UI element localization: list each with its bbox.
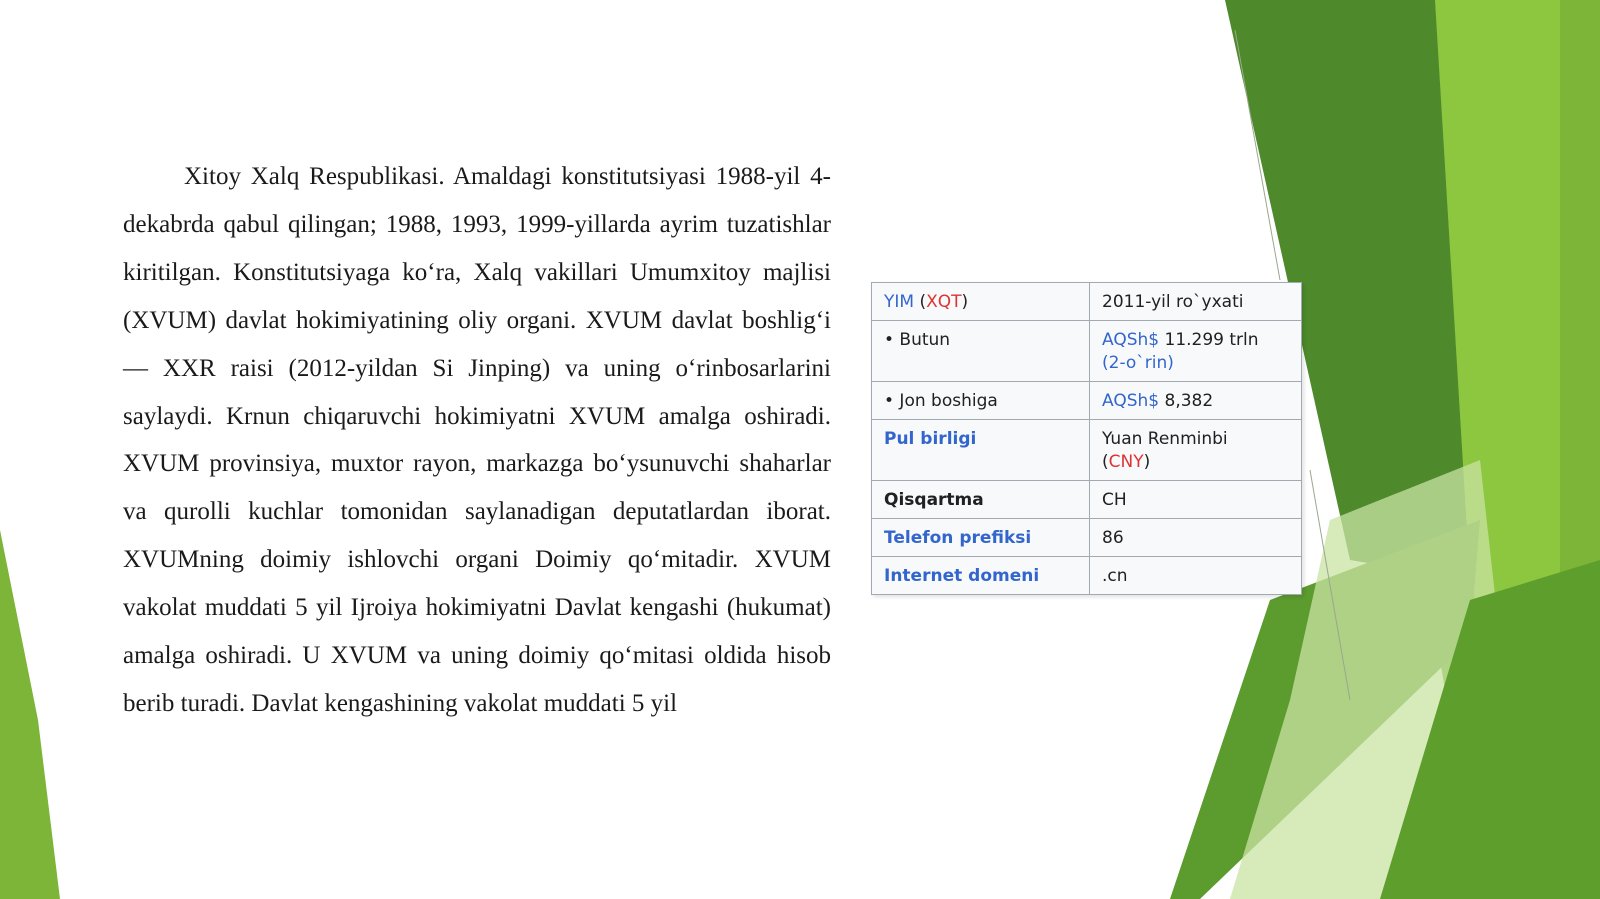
gdp-link[interactable]: YIM bbox=[884, 292, 915, 312]
infobox-row-phone bbox=[872, 519, 1302, 557]
gdp-value: 2011-yil ro`yxati bbox=[1090, 283, 1302, 321]
body-paragraph: Xitoy Xalq Respublikasi. Amaldagi konstitutsiyasi 1988-yil 4-dekabrda qabul qilingan; 1988, 1993, 1999-yillarda ayrim tuzatishlar kiritilgan. Konstitutsiyaga ko‘ra, Xalq vakillari Umumxitoy majlisi (XVUM) davlat hokimiyatining oliy organi. XVUM davlat boshlig‘i — XXR raisi (2012-yildan Si Jinping) va uning o‘rinbosarlarini saylaydi. Krnun chiqaruvchi hokimiyatni XVUM amalga oshiradi. XVUM provinsiya, muxtor rayon, markazga bo‘ysunuvchi shaharlar va qurolli kuchlar tomonidan saylanadigan deputatlardan iborat. XVUMning doimiy ishlovchi organi Doimiy qo‘mitadir. XVUM vakolat muddati 5 yil Ijroiya hokimiyatni Davlat kengashi (hukumat) amalga oshiradi. U XVUM va uning doimiy qo‘mitasi oldida hisob berib turadi. Davlat kengashining vakolat muddati 5 yil bbox=[123, 163, 831, 717]
currency-label-link[interactable]: Pul birligi bbox=[872, 420, 1090, 481]
currency-name: Yuan Renminbi bbox=[1102, 429, 1228, 449]
abbr-label: Qisqartma bbox=[872, 481, 1090, 519]
infobox-row-domain bbox=[872, 557, 1302, 595]
infobox-row-abbr bbox=[872, 481, 1302, 519]
per-capita-amount: 8,382 bbox=[1159, 391, 1214, 411]
gdp-abbr-link[interactable]: XQT bbox=[926, 292, 962, 312]
phone-label-link[interactable]: Telefon prefiksi bbox=[872, 519, 1090, 557]
phone-value: 86 bbox=[1090, 519, 1302, 557]
per-capita-currency-link[interactable]: AQSh$ bbox=[1102, 391, 1160, 411]
country-infobox bbox=[871, 282, 1302, 595]
abbr-value: CH bbox=[1090, 481, 1302, 519]
total-currency-link[interactable]: AQSh$ bbox=[1102, 330, 1160, 350]
infobox-row-currency: Pul birligi Yuan Renminbi (CNY) bbox=[872, 420, 1302, 481]
infobox-row-per-capita bbox=[872, 382, 1302, 420]
per-capita-label: • Jon boshiga bbox=[872, 382, 1090, 420]
total-rank-link[interactable]: (2-o`rin) bbox=[1102, 353, 1174, 373]
total-label: • Butun bbox=[872, 321, 1090, 382]
currency-code-link[interactable]: CNY bbox=[1108, 452, 1144, 472]
green-facet-left bbox=[0, 530, 60, 899]
infobox-row-gdp: YIM (XQT) 2011-yil ro`yxati bbox=[872, 283, 1302, 321]
total-amount: 11.299 trln bbox=[1159, 330, 1259, 350]
infobox-row-total bbox=[872, 321, 1302, 382]
domain-value: .cn bbox=[1090, 557, 1302, 595]
domain-label-link[interactable]: Internet domeni bbox=[872, 557, 1090, 595]
